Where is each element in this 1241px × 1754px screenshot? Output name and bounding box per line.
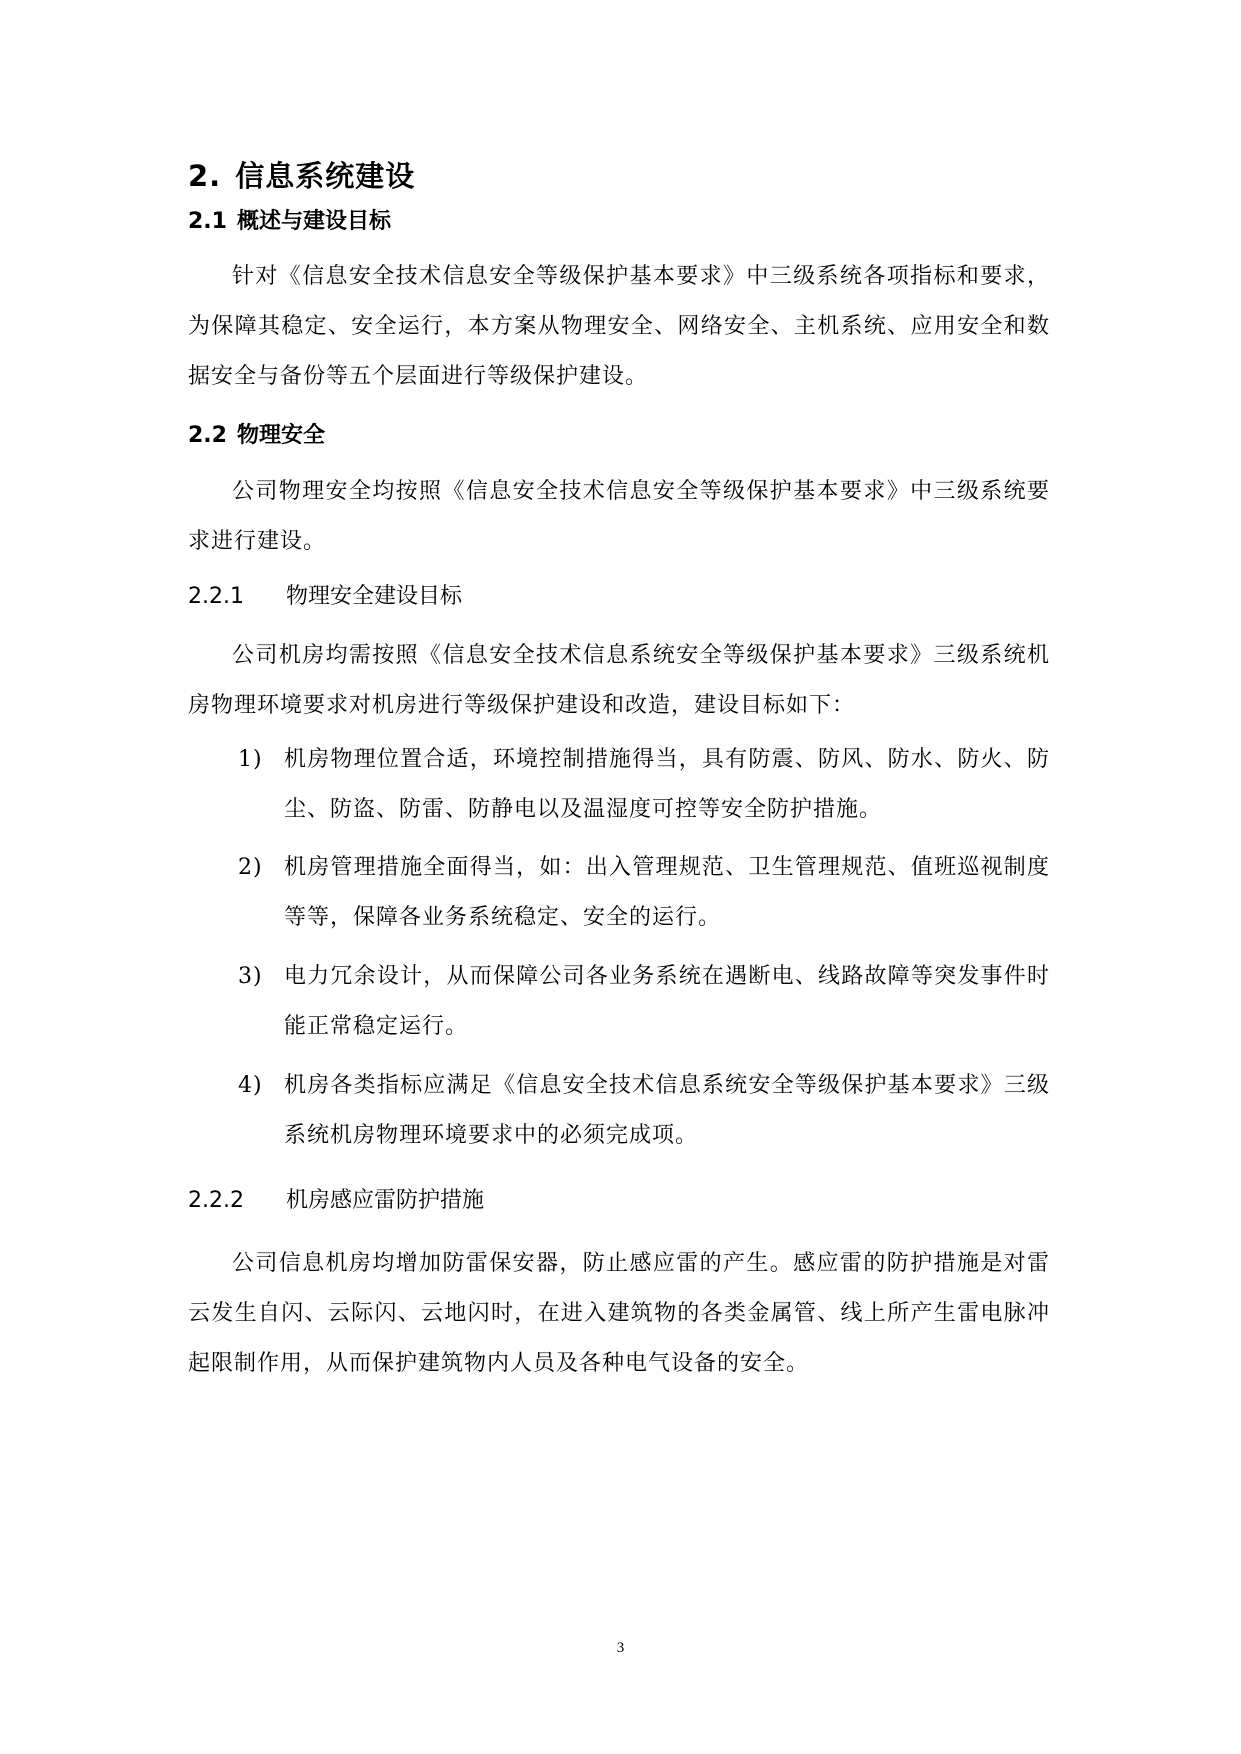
paragraph-lightning-protection: 公司信息机房均增加防雷保安器，防止感应雷的产生。感应雷的防护措施是对雷云发生自闪、云际闪、云地闪时，在进入建筑物的各类金属管、线上所产生雷电脉冲起限制作用，从而保护建筑物内人员及各种电气设备的安全。 xyxy=(188,1251,1050,1376)
list-item xyxy=(238,735,1050,835)
list-item xyxy=(238,1061,1050,1161)
list-marker: 3) xyxy=(238,964,263,989)
paragraph-construction-goals: 公司机房均需按照《信息安全技术信息系统安全等级保护基本要求》三级系统机房物理环境要求对机房进行等级保护建设和改造，建设目标如下： xyxy=(188,643,1050,718)
section-heading xyxy=(188,154,415,195)
list-item-text: 电力冗余设计，从而保障公司各业务系统在遇断电、线路故障等突发事件时能正常稳定运行。 xyxy=(284,964,1050,1039)
paragraph-physical-security: 公司物理安全均按照《信息安全技术信息安全等级保护基本要求》中三级系统要求进行建设。 xyxy=(188,479,1050,554)
list-item-text: 机房各类指标应满足《信息安全技术信息系统安全等级保护基本要求》三级系统机房物理环境要求中的必须完成项。 xyxy=(284,1073,1050,1148)
subsubsection-number: 2.2.2 xyxy=(188,1188,244,1213)
subsubsection-heading-2-2-2 xyxy=(188,1183,484,1214)
section-number: 2. xyxy=(188,159,222,193)
list-item xyxy=(238,843,1050,943)
list-item xyxy=(238,952,1050,1052)
subsection-title: 物理安全 xyxy=(236,423,325,448)
list-item-text: 机房管理措施全面得当，如：出入管理规范、卫生管理规范、值班巡视制度等等，保障各业务系统稳定、安全的运行。 xyxy=(284,855,1050,930)
subsubsection-heading-2-2-1 xyxy=(188,579,462,610)
subsection-heading-2-1 xyxy=(188,204,391,235)
list-marker: 2) xyxy=(238,855,263,880)
subsection-heading-2-2 xyxy=(188,418,325,449)
subsubsection-title: 机房感应雷防护措施 xyxy=(286,1188,485,1213)
section-title: 信息系统建设 xyxy=(235,159,416,193)
page-number: 3 xyxy=(616,1640,625,1656)
subsection-number: 2.2 xyxy=(188,423,227,448)
list-marker: 4) xyxy=(238,1073,263,1098)
subsubsection-number: 2.2.1 xyxy=(188,584,244,609)
list-marker: 1) xyxy=(238,747,263,772)
list-item-text: 机房物理位置合适，环境控制措施得当，具有防震、防风、防水、防火、防尘、防盗、防雷、防静电以及温湿度可控等安全防护措施。 xyxy=(284,747,1050,822)
paragraph-overview: 针对《信息安全技术信息安全等级保护基本要求》中三级系统各项指标和要求，为保障其稳定、安全运行，本方案从物理安全、网络安全、主机系统、应用安全和数据安全与备份等五个层面进行等级保护建设。 xyxy=(188,264,1050,389)
subsection-number: 2.1 xyxy=(188,209,227,234)
subsection-title: 概述与建设目标 xyxy=(236,209,391,234)
subsubsection-title: 物理安全建设目标 xyxy=(286,584,463,609)
